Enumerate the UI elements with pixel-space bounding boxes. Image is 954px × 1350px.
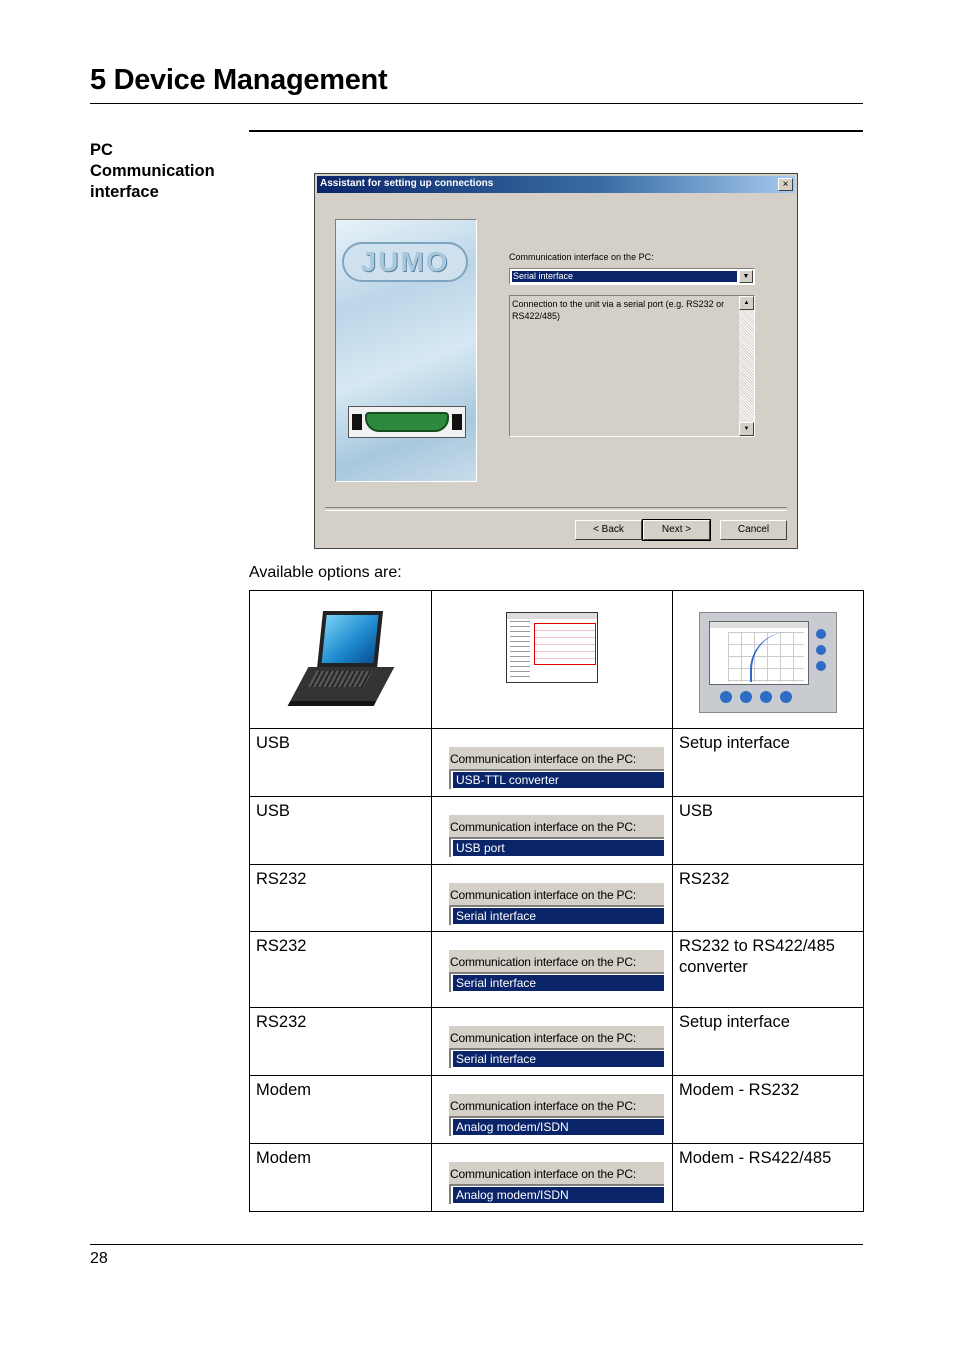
- jumo-logo: JUMO: [342, 242, 468, 282]
- section-heading-line: PC: [90, 141, 113, 159]
- setting-cell: [432, 1008, 673, 1076]
- laptop-icon: [294, 609, 390, 709]
- table-row: [250, 865, 864, 932]
- setting-combo-crop: [449, 1094, 664, 1136]
- scroll-up-icon[interactable]: ▲: [739, 296, 754, 310]
- pc-interface-cell: RS232: [250, 1008, 432, 1076]
- next-button[interactable]: Next >: [643, 520, 710, 540]
- setting-value: USB port: [453, 840, 664, 856]
- table-row: [250, 932, 864, 1008]
- page-title: 5 Device Management: [90, 64, 388, 96]
- chevron-down-icon[interactable]: ▼: [739, 270, 753, 283]
- setting-cell: [432, 865, 673, 932]
- dialog-title: Assistant for setting up connections: [320, 178, 494, 189]
- setting-cell: [432, 1076, 673, 1144]
- pc-interface-cell: RS232: [250, 865, 432, 932]
- title-rule: [90, 103, 863, 104]
- device-interface-cell: Modem - RS422/485: [673, 1144, 864, 1212]
- setting-value: Serial interface: [453, 908, 664, 924]
- software-cell: [432, 591, 673, 729]
- setting-cell: [432, 729, 673, 797]
- back-button[interactable]: < Back: [575, 520, 642, 540]
- device-interface-cell: Setup interface: [673, 729, 864, 797]
- interface-select[interactable]: [509, 268, 755, 285]
- pc-interface-cell: Modem: [250, 1076, 432, 1144]
- section-rule: [249, 130, 863, 132]
- setting-combo-crop: [449, 1162, 664, 1204]
- page-number: 28: [90, 1250, 108, 1267]
- interface-select-value: Serial interface: [512, 271, 737, 282]
- setting-label: Communication interface on the PC:: [450, 955, 636, 969]
- section-heading-line: Communication: [90, 162, 215, 180]
- setting-cell: [432, 797, 673, 865]
- device-interface-cell: RS232: [673, 865, 864, 932]
- dialog-titlebar: [317, 176, 795, 193]
- section-heading-line: interface: [90, 183, 159, 201]
- setting-value: Analog modem/ISDN: [453, 1119, 664, 1135]
- table-image-row: [250, 591, 864, 729]
- section-heading: [90, 140, 215, 203]
- description-box: [509, 295, 755, 437]
- scroll-down-icon[interactable]: ▼: [739, 422, 754, 436]
- setting-label: Communication interface on the PC:: [450, 1167, 636, 1181]
- table-row: [250, 1144, 864, 1212]
- device-interface-cell: Modem - RS232: [673, 1076, 864, 1144]
- cancel-button[interactable]: Cancel: [720, 520, 787, 540]
- setting-label: Communication interface on the PC:: [450, 1099, 636, 1113]
- device-interface-cell: RS232 to RS422/485 converter: [673, 932, 864, 1008]
- device-interface-cell: USB: [673, 797, 864, 865]
- table-row: [250, 729, 864, 797]
- options-table: [249, 590, 864, 1212]
- footer-rule: [90, 1244, 863, 1245]
- setup-software-icon: [506, 612, 598, 683]
- table-row: [250, 797, 864, 865]
- setting-combo-crop: [449, 883, 664, 925]
- setting-combo-crop: [449, 747, 664, 789]
- setting-combo-crop: [449, 815, 664, 857]
- intro-text: Available options are:: [249, 564, 402, 581]
- setting-value: Analog modem/ISDN: [453, 1187, 664, 1203]
- table-row: [250, 1076, 864, 1144]
- setting-combo-crop: [449, 1026, 664, 1068]
- description-scrollbar[interactable]: [739, 296, 754, 436]
- wizard-illustration: [335, 219, 477, 482]
- recorder-device-icon: [699, 612, 837, 713]
- pc-interface-cell: Modem: [250, 1144, 432, 1212]
- dialog-separator: [325, 507, 787, 511]
- table-row: [250, 1008, 864, 1076]
- serial-connector-icon: [348, 406, 466, 438]
- connection-wizard-dialog: [314, 173, 798, 549]
- pc-interface-cell: RS232: [250, 932, 432, 1008]
- setting-value: USB-TTL converter: [453, 772, 664, 788]
- setting-value: Serial interface: [453, 975, 664, 991]
- device-cell: [673, 591, 864, 729]
- setting-combo-crop: [449, 950, 664, 992]
- device-interface-cell: Setup interface: [673, 1008, 864, 1076]
- laptop-cell: [250, 591, 432, 729]
- pc-interface-cell: USB: [250, 797, 432, 865]
- interface-field-label: Communication interface on the PC:: [509, 252, 654, 262]
- close-icon[interactable]: ×: [778, 178, 793, 191]
- setting-label: Communication interface on the PC:: [450, 752, 636, 766]
- setting-value: Serial interface: [453, 1051, 664, 1067]
- setting-label: Communication interface on the PC:: [450, 1031, 636, 1045]
- description-text: Connection to the unit via a serial port (e.g. RS232 or RS422/485): [512, 299, 725, 321]
- setting-cell: [432, 932, 673, 1008]
- pc-interface-cell: USB: [250, 729, 432, 797]
- setting-label: Communication interface on the PC:: [450, 820, 636, 834]
- setting-label: Communication interface on the PC:: [450, 888, 636, 902]
- setting-cell: [432, 1144, 673, 1212]
